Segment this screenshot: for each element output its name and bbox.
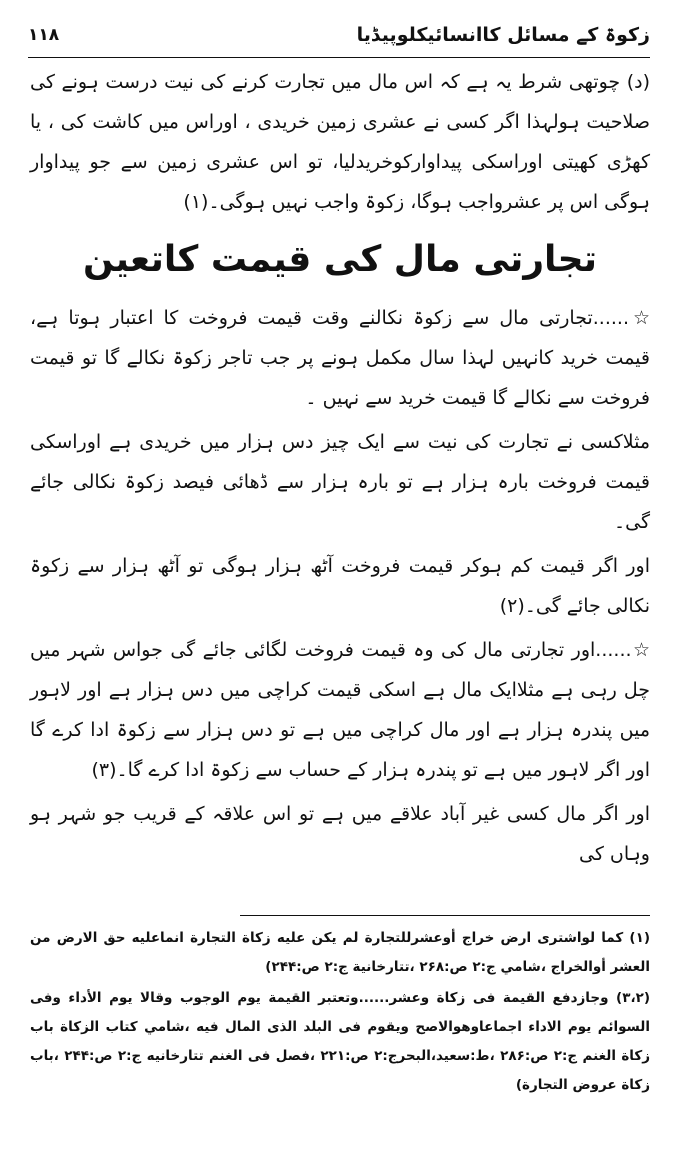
running-title: زکوۃ کے مسائل کاانسائیکلوپیڈیا [356, 24, 650, 46]
header-divider [28, 57, 650, 58]
footnote-2-3: (۳،۲) وجازدفع القيمة فى زكاة وعشر......وتعتبر القيمة يوم الوجوب وقالا يوم الأداء وفى السوائم يوم الاداء اجماعاوهوالاصح ويقوم فى البلد الذى المال فيه ،شامي كتاب الزكاة باب زكاة الغنم ج:۲ ص:۲۸۶ ،ط:سعيد،البحرج:۲ ص:۲۲۱ ،فصل فى الغنم تتارخانيه ج:۲ ص:۲۴۴ ،باب زكاة عروض التجارة) [30, 990, 650, 1093]
paragraph-rural-area: اور اگر مال کسی غیر آباد علاقے میں ہے تو اس علاقہ کے قریب جو شہر ہو وہاں کی [30, 803, 650, 865]
paragraph-city-price-rule: ☆......اور تجارتی مال کی وہ قیمت فروخت لگائی جائے گی جواس شہر میں چل رہی ہے مثلاایک مال ہے اسکی قیمت کراچی میں دس ہزار ہے اور لاہور میں پندرہ ہزار ہے اور مال کراچی میں ہے تو دس ہزار سے زکوۃ ادا کرے گا اور اگر لاہور میں ہے تو پندرہ ہزار کے حساب سے زکوۃ ادا کرے گا۔(۳) [30, 639, 650, 781]
footnote-1: (۱) كما لواشترى ارض خراج أوعشرللتجارة لم يكن عليه زكاة التجارة انماعليه حق الارض من العشر أوالخراج ،شامي ج:۲ ص:۲۶۸ ،تتارخانية ج:۲ ص:۲۴۴) [30, 930, 650, 975]
page-header [28, 20, 650, 50]
paragraph-fourth-condition: (د) چوتھی شرط یہ ہے کہ اس مال میں تجارت کرنے کی نیت درست ہونے کی صلاحیت ہولہذا اگر کسی نے عشری زمین خریدی ، اوراس میں کاشت کی ، یا کھڑی کھیتی اوراسکی پیداوارکوخریدلیا، تو اس عشری زمین سے جو پیداوار ہوگی اس پر عشرواجب ہوگا، زکوۃ واجب نہیں ہوگی۔(۱) [30, 71, 650, 213]
paragraph-example-8000: اور اگر قیمت کم ہوکر قیمت فروخت آٹھ ہزار ہوگی تو آٹھ ہزار سے زکوۃ نکالی جائے گی۔(۲) [30, 555, 650, 617]
footnote-divider [240, 915, 650, 916]
page-number: ۱۱۸ [28, 25, 60, 45]
paragraph-example-12000: مثلاکسی نے تجارت کی نیت سے ایک چیز دس ہزار میں خریدی ہے اوراسکی قیمت فروخت بارہ ہزار ہے تو بارہ ہزار سے ڈھائی فیصد زکوۃ نکالی جائے گی۔ [30, 431, 650, 533]
section-heading: تجارتی مال کی قیمت کاتعین [82, 239, 598, 280]
main-text [30, 62, 650, 878]
paragraph-sale-price-rule: ☆......تجارتی مال سے زکوۃ نکالنے وقت قیمت فروخت کا اعتبار ہوتا ہے، قیمت خرید کانہیں لہذا سال مکمل ہونے پر جب تاجر زکوۃ نکالے گا تو قیمت فروخت سے نکالے گا قیمت خرید سے نہیں ۔ [30, 307, 650, 409]
footnotes [30, 924, 650, 1102]
